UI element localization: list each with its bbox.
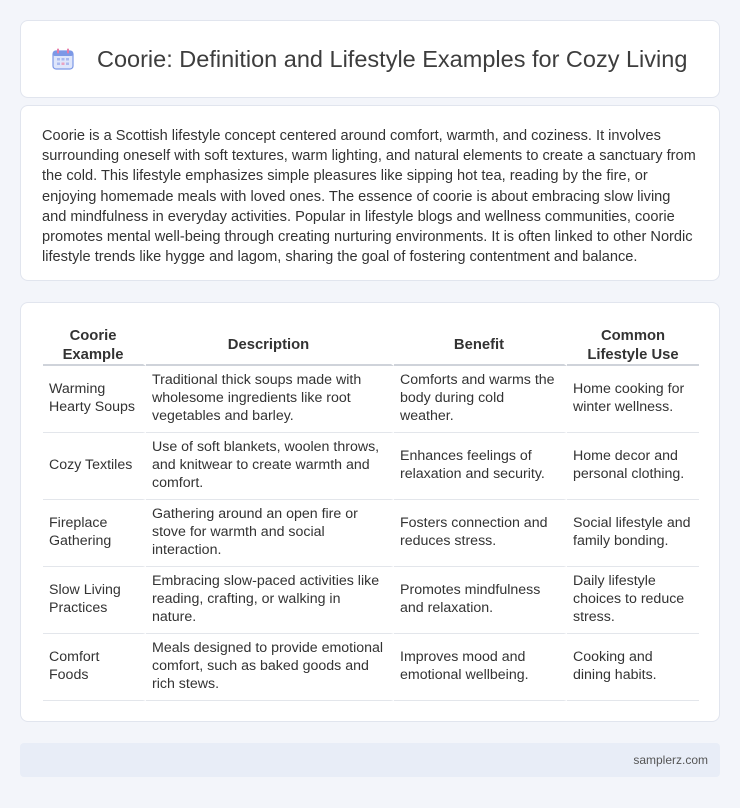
cell-use: Home cooking for winter wellness. [567, 366, 699, 433]
header-coorie-example: Coorie Example [43, 323, 146, 366]
table-row [43, 500, 699, 567]
header-benefit: Benefit [394, 323, 567, 366]
cell-use: Cooking and dining habits. [567, 634, 699, 701]
cell-example: Comfort Foods [43, 634, 146, 701]
cell-benefit: Fosters connection and reduces stress. [394, 500, 567, 567]
intro-paragraph: Coorie is a Scottish lifestyle concept centered around comfort, warmth, and coziness. It involves surrounding oneself with soft textures, warm lighting, and natural elements to create a sanctuary from the cold. This lifestyle emphasizes simple pleasures like sipping hot tea, reading by the fire, or enjoying homemade meals with loved ones. The essence of coorie is about embracing slow living and mindfulness in everyday activities. Popular in lifestyle blogs and wellness communities, coorie promotes mental well-being through creating nurturing environments. It is often linked to other Nordic lifestyle trends like hygge and lagom, sharing the goal of fostering contentment and balance. [42, 128, 696, 266]
cell-description: Meals designed to provide emotional comfort, such as baked goods and rich stews. [146, 634, 394, 701]
table-row [43, 433, 699, 500]
cell-use: Social lifestyle and family bonding. [567, 500, 699, 567]
footer-site-link[interactable]: samplerz.com [633, 753, 708, 767]
header-card [20, 20, 720, 98]
header-description: Description [146, 323, 394, 366]
cell-example: Warming Hearty Soups [43, 366, 146, 433]
header-common-lifestyle-use: Common Lifestyle Use [567, 323, 699, 366]
table-header-row [43, 323, 699, 366]
table-card [20, 302, 720, 722]
footer [20, 743, 720, 777]
calendar-icon [51, 47, 75, 71]
table-row [43, 567, 699, 634]
cell-description: Use of soft blankets, woolen throws, and knitwear to create warmth and comfort. [146, 433, 394, 500]
intro-card [20, 105, 720, 281]
cell-benefit: Promotes mindfulness and relaxation. [394, 567, 567, 634]
cell-benefit: Enhances feelings of relaxation and security. [394, 433, 567, 500]
page-title: Coorie: Definition and Lifestyle Examples for Cozy Living [97, 45, 688, 72]
cell-use: Daily lifestyle choices to reduce stress. [567, 567, 699, 634]
cell-example: Cozy Textiles [43, 433, 146, 500]
cell-use: Home decor and personal clothing. [567, 433, 699, 500]
table-row [43, 634, 699, 701]
cell-benefit: Comforts and warms the body during cold weather. [394, 366, 567, 433]
cell-example: Slow Living Practices [43, 567, 146, 634]
cell-description: Traditional thick soups made with wholesome ingredients like root vegetables and barley. [146, 366, 394, 433]
cell-benefit: Improves mood and emotional wellbeing. [394, 634, 567, 701]
cell-example: Fireplace Gathering [43, 500, 146, 567]
coorie-table [43, 323, 699, 701]
table-row [43, 366, 699, 433]
cell-description: Gathering around an open fire or stove for warmth and social interaction. [146, 500, 394, 567]
cell-description: Embracing slow-paced activities like reading, crafting, or walking in nature. [146, 567, 394, 634]
